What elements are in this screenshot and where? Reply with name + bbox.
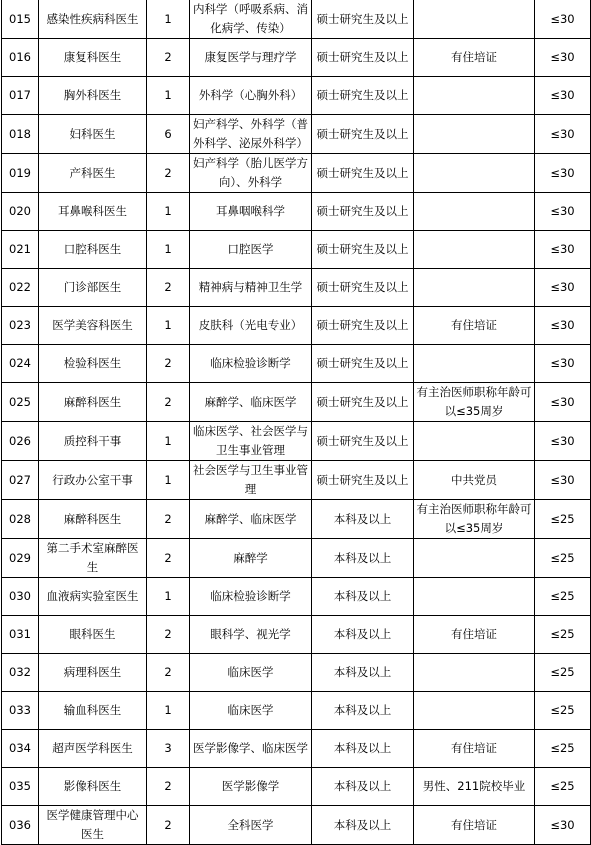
position-name-cell: 超声医学科医生 <box>39 730 147 768</box>
major-cell: 全科医学 <box>190 806 312 845</box>
position-code-cell: 018 <box>2 115 39 154</box>
headcount-cell: 2 <box>147 383 190 422</box>
position-name-cell: 行政办公室干事 <box>39 461 147 500</box>
education-cell: 本科及以上 <box>312 730 414 768</box>
requirement-cell <box>414 692 535 730</box>
headcount-cell: 2 <box>147 269 190 307</box>
major-cell: 临床医学、社会医学与卫生事业管理 <box>190 422 312 461</box>
education-cell: 本科及以上 <box>312 539 414 578</box>
major-cell: 麻醉学、临床医学 <box>190 500 312 539</box>
position-code-cell: 036 <box>2 806 39 845</box>
table-row <box>2 768 591 806</box>
age-cell: ≤30 <box>535 422 591 461</box>
position-code-cell: 033 <box>2 692 39 730</box>
position-name-cell: 输血科医生 <box>39 692 147 730</box>
education-cell: 本科及以上 <box>312 654 414 692</box>
table-row <box>2 115 591 154</box>
education-cell: 硕士研究生及以上 <box>312 115 414 154</box>
age-cell: ≤30 <box>535 154 591 193</box>
position-name-cell: 质控科干事 <box>39 422 147 461</box>
table-row <box>2 193 591 231</box>
position-name-cell: 麻醉科医生 <box>39 500 147 539</box>
position-code-cell: 022 <box>2 269 39 307</box>
position-name-cell: 口腔科医生 <box>39 231 147 269</box>
major-cell: 临床医学 <box>190 692 312 730</box>
education-cell: 硕士研究生及以上 <box>312 307 414 345</box>
requirement-cell <box>414 77 535 115</box>
headcount-cell: 2 <box>147 806 190 845</box>
headcount-cell: 2 <box>147 768 190 806</box>
headcount-cell: 1 <box>147 0 190 39</box>
education-cell: 硕士研究生及以上 <box>312 345 414 383</box>
table-row <box>2 231 591 269</box>
requirement-cell <box>414 654 535 692</box>
position-code-cell: 017 <box>2 77 39 115</box>
requirement-cell: 有住培证 <box>414 39 535 77</box>
position-code-cell: 016 <box>2 39 39 77</box>
major-cell: 口腔医学 <box>190 231 312 269</box>
table-row <box>2 654 591 692</box>
position-name-cell: 影像科医生 <box>39 768 147 806</box>
requirement-cell <box>414 422 535 461</box>
table-row <box>2 730 591 768</box>
table-body <box>2 0 591 845</box>
headcount-cell: 2 <box>147 39 190 77</box>
education-cell: 硕士研究生及以上 <box>312 39 414 77</box>
table-row <box>2 616 591 654</box>
position-code-cell: 028 <box>2 500 39 539</box>
position-code-cell: 025 <box>2 383 39 422</box>
headcount-cell: 6 <box>147 115 190 154</box>
headcount-cell: 1 <box>147 307 190 345</box>
position-code-cell: 031 <box>2 616 39 654</box>
position-code-cell: 024 <box>2 345 39 383</box>
recruitment-table <box>1 0 591 845</box>
major-cell: 临床检验诊断学 <box>190 345 312 383</box>
headcount-cell: 1 <box>147 422 190 461</box>
headcount-cell: 2 <box>147 654 190 692</box>
education-cell: 本科及以上 <box>312 692 414 730</box>
position-code-cell: 027 <box>2 461 39 500</box>
position-code-cell: 029 <box>2 539 39 578</box>
age-cell: ≤30 <box>535 0 591 39</box>
table-row <box>2 806 591 845</box>
position-name-cell: 耳鼻喉科医生 <box>39 193 147 231</box>
headcount-cell: 2 <box>147 500 190 539</box>
major-cell: 医学影像学 <box>190 768 312 806</box>
headcount-cell: 1 <box>147 77 190 115</box>
education-cell: 硕士研究生及以上 <box>312 0 414 39</box>
age-cell: ≤30 <box>535 345 591 383</box>
table-row <box>2 39 591 77</box>
major-cell: 康复医学与理疗学 <box>190 39 312 77</box>
age-cell: ≤25 <box>535 768 591 806</box>
position-name-cell: 血液病实验室医生 <box>39 578 147 616</box>
table-row <box>2 500 591 539</box>
table-row <box>2 383 591 422</box>
table-row <box>2 539 591 578</box>
headcount-cell: 2 <box>147 616 190 654</box>
major-cell: 外科学（心胸外科） <box>190 77 312 115</box>
position-code-cell: 034 <box>2 730 39 768</box>
education-cell: 本科及以上 <box>312 500 414 539</box>
education-cell: 本科及以上 <box>312 768 414 806</box>
major-cell: 内科学（呼吸系病、消化病学、传染） <box>190 0 312 39</box>
major-cell: 眼科学、视光学 <box>190 616 312 654</box>
requirement-cell <box>414 231 535 269</box>
education-cell: 硕士研究生及以上 <box>312 269 414 307</box>
major-cell: 麻醉学 <box>190 539 312 578</box>
education-cell: 硕士研究生及以上 <box>312 231 414 269</box>
education-cell: 硕士研究生及以上 <box>312 383 414 422</box>
age-cell: ≤30 <box>535 383 591 422</box>
requirement-cell: 有住培证 <box>414 307 535 345</box>
position-code-cell: 015 <box>2 0 39 39</box>
age-cell: ≤30 <box>535 269 591 307</box>
table-row <box>2 269 591 307</box>
education-cell: 硕士研究生及以上 <box>312 193 414 231</box>
position-code-cell: 021 <box>2 231 39 269</box>
position-name-cell: 感染性疾病科医生 <box>39 0 147 39</box>
requirement-cell <box>414 539 535 578</box>
table-row <box>2 422 591 461</box>
age-cell: ≤25 <box>535 654 591 692</box>
position-name-cell: 眼科医生 <box>39 616 147 654</box>
age-cell: ≤25 <box>535 616 591 654</box>
major-cell: 皮肤科（光电专业） <box>190 307 312 345</box>
position-name-cell: 产科医生 <box>39 154 147 193</box>
position-name-cell: 胸外科医生 <box>39 77 147 115</box>
headcount-cell: 2 <box>147 345 190 383</box>
requirement-cell <box>414 115 535 154</box>
position-name-cell: 病理科医生 <box>39 654 147 692</box>
position-code-cell: 026 <box>2 422 39 461</box>
education-cell: 本科及以上 <box>312 616 414 654</box>
headcount-cell: 1 <box>147 461 190 500</box>
requirement-cell: 有住培证 <box>414 806 535 845</box>
table-row <box>2 578 591 616</box>
age-cell: ≤25 <box>535 692 591 730</box>
age-cell: ≤25 <box>535 578 591 616</box>
position-code-cell: 023 <box>2 307 39 345</box>
major-cell: 临床医学 <box>190 654 312 692</box>
position-name-cell: 麻醉科医生 <box>39 383 147 422</box>
education-cell: 硕士研究生及以上 <box>312 461 414 500</box>
requirement-cell: 中共党员 <box>414 461 535 500</box>
major-cell: 社会医学与卫生事业管理 <box>190 461 312 500</box>
headcount-cell: 1 <box>147 578 190 616</box>
requirement-cell <box>414 154 535 193</box>
table-row <box>2 692 591 730</box>
headcount-cell: 3 <box>147 730 190 768</box>
position-name-cell: 第二手术室麻醉医生 <box>39 539 147 578</box>
requirement-cell: 有住培证 <box>414 730 535 768</box>
position-code-cell: 032 <box>2 654 39 692</box>
major-cell: 医学影像学、临床医学 <box>190 730 312 768</box>
age-cell: ≤30 <box>535 307 591 345</box>
education-cell: 本科及以上 <box>312 578 414 616</box>
age-cell: ≤30 <box>535 115 591 154</box>
requirement-cell <box>414 578 535 616</box>
position-name-cell: 医学健康管理中心医生 <box>39 806 147 845</box>
requirement-cell: 有住培证 <box>414 616 535 654</box>
requirement-cell <box>414 269 535 307</box>
education-cell: 硕士研究生及以上 <box>312 77 414 115</box>
table-row <box>2 461 591 500</box>
education-cell: 本科及以上 <box>312 806 414 845</box>
headcount-cell: 1 <box>147 692 190 730</box>
headcount-cell: 2 <box>147 539 190 578</box>
major-cell: 耳鼻咽喉科学 <box>190 193 312 231</box>
age-cell: ≤25 <box>535 730 591 768</box>
age-cell: ≤30 <box>535 461 591 500</box>
requirement-cell: 有主治医师职称年龄可以≤35周岁 <box>414 500 535 539</box>
table-row <box>2 154 591 193</box>
requirement-cell: 男性、211院校毕业 <box>414 768 535 806</box>
table-row <box>2 77 591 115</box>
age-cell: ≤30 <box>535 806 591 845</box>
table-row <box>2 0 591 39</box>
position-name-cell: 医学美容科医生 <box>39 307 147 345</box>
age-cell: ≤30 <box>535 193 591 231</box>
education-cell: 硕士研究生及以上 <box>312 154 414 193</box>
position-code-cell: 030 <box>2 578 39 616</box>
table-row <box>2 307 591 345</box>
position-name-cell: 康复科医生 <box>39 39 147 77</box>
position-code-cell: 019 <box>2 154 39 193</box>
headcount-cell: 2 <box>147 154 190 193</box>
requirement-cell <box>414 345 535 383</box>
education-cell: 硕士研究生及以上 <box>312 422 414 461</box>
position-name-cell: 检验科医生 <box>39 345 147 383</box>
position-name-cell: 门诊部医生 <box>39 269 147 307</box>
requirement-cell <box>414 193 535 231</box>
age-cell: ≤25 <box>535 539 591 578</box>
major-cell: 妇产科学、外科学（普外科学、泌尿外科学） <box>190 115 312 154</box>
age-cell: ≤30 <box>535 231 591 269</box>
major-cell: 精神病与精神卫生学 <box>190 269 312 307</box>
table-row <box>2 345 591 383</box>
position-code-cell: 035 <box>2 768 39 806</box>
age-cell: ≤30 <box>535 77 591 115</box>
major-cell: 麻醉学、临床医学 <box>190 383 312 422</box>
requirement-cell: 有主治医师职称年龄可以≤35周岁 <box>414 383 535 422</box>
major-cell: 临床检验诊断学 <box>190 578 312 616</box>
position-code-cell: 020 <box>2 193 39 231</box>
headcount-cell: 1 <box>147 193 190 231</box>
position-name-cell: 妇科医生 <box>39 115 147 154</box>
headcount-cell: 1 <box>147 231 190 269</box>
major-cell: 妇产科学（胎儿医学方向）、外科学 <box>190 154 312 193</box>
requirement-cell <box>414 0 535 39</box>
age-cell: ≤25 <box>535 500 591 539</box>
age-cell: ≤30 <box>535 39 591 77</box>
